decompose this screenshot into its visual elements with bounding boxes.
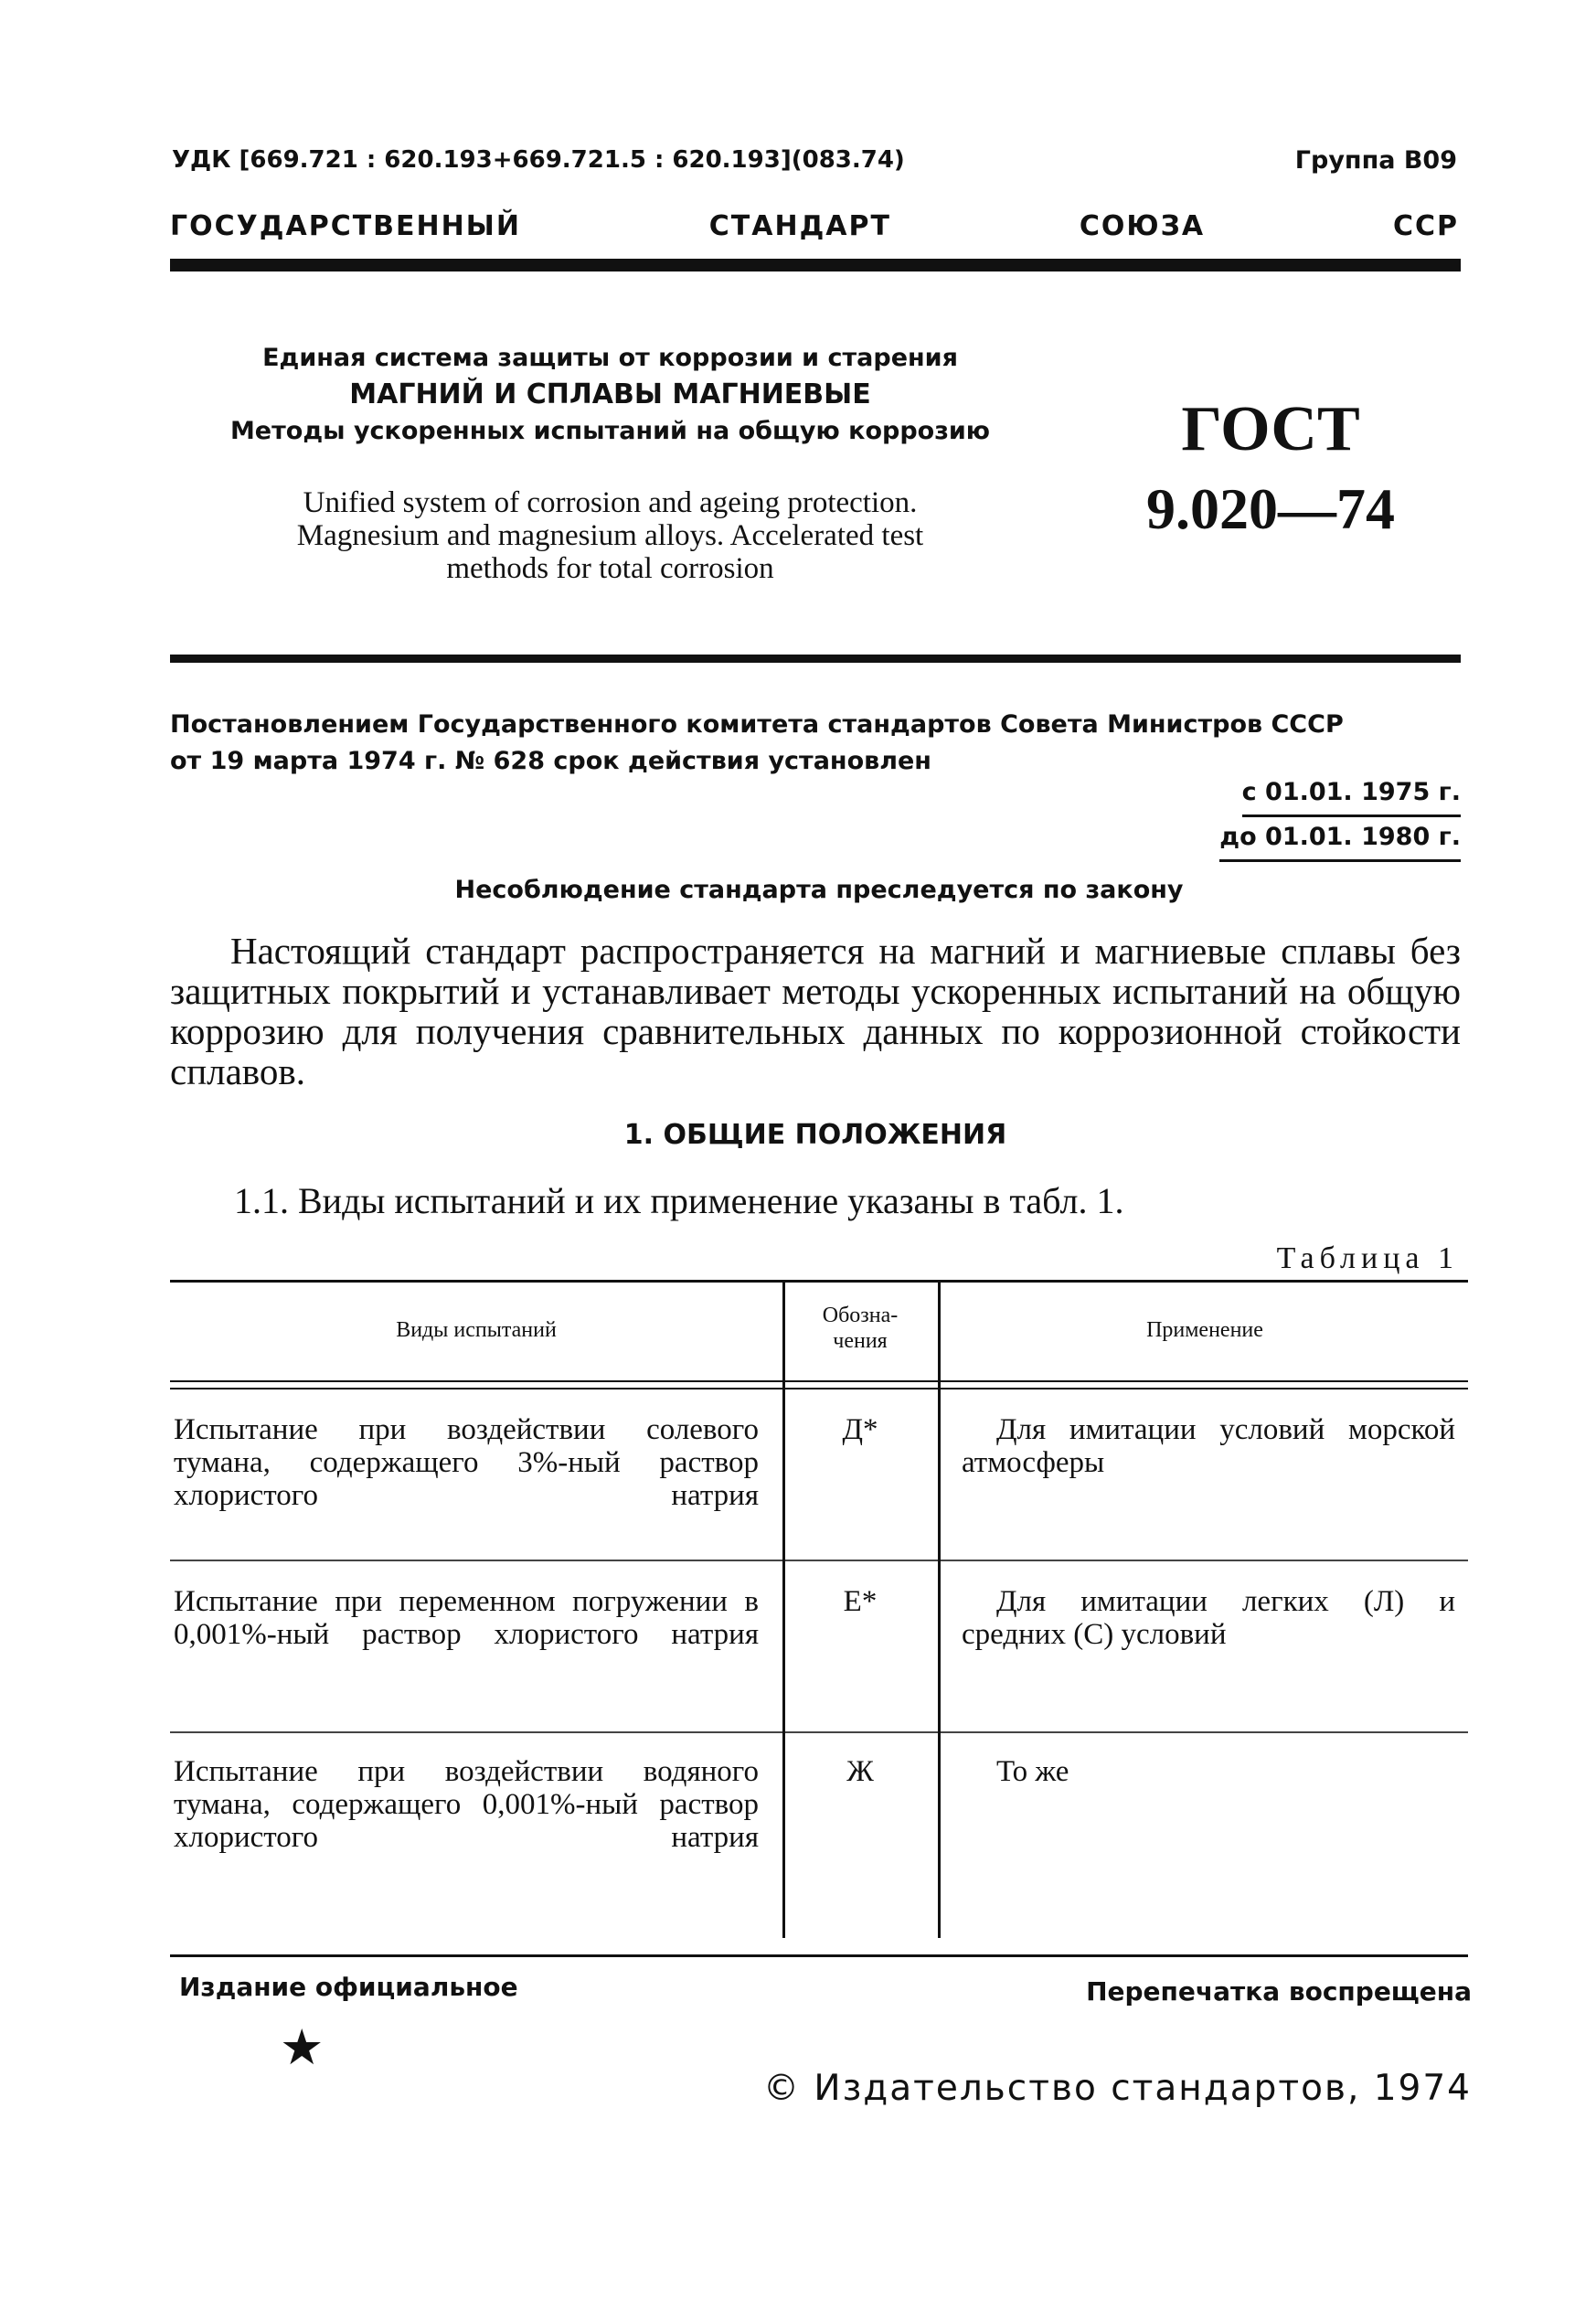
header-designation: Обозна-чения [822, 1304, 899, 1353]
paragraph-1-1: 1.1. Виды испытаний и их применение указаны в табл. 1. [234, 1180, 1124, 1221]
state-word-1: ГОСУДАРСТВЕННЫЙ [170, 210, 521, 242]
group-code: Группа В09 [1294, 146, 1457, 175]
title-main: МАГНИЙ И СПЛАВЫ МАГНИЕВЫЕ [349, 378, 871, 410]
row-3-designation: Ж [846, 1755, 874, 1788]
table-header-rule-2 [170, 1388, 1468, 1389]
table-caption: Таблица 1 [1276, 1241, 1459, 1275]
footer-rule [170, 1954, 1468, 1957]
header-application: Применение [1146, 1318, 1263, 1342]
title-methods: Методы ускоренных испытаний на общую коррозию [229, 417, 991, 445]
header-types: Виды испытаний [396, 1318, 557, 1342]
state-word-4: ССР [1392, 210, 1459, 242]
law-notice: Несоблюдение стандарта преследуется по закону [454, 876, 1184, 904]
table-row-rule-1 [170, 1560, 1468, 1561]
row-2-application: Для имитации легких (Л) и средних (С) условий [962, 1585, 1455, 1651]
gost-number: 9.020—74 [1146, 476, 1395, 541]
row-1-application: Для имитации условий морской атмосферы [962, 1413, 1455, 1479]
intro-paragraph: Настоящий стандарт распространяется на магний и магниевые сплавы без защитных покрытий и устанавливает методы ускоренных испытаний на общую коррозию для получения сравнительных данных по коррозионной стойкости сплавов. [170, 930, 1461, 1092]
gost-label: ГОСТ [1181, 394, 1360, 464]
table-row-rule-2 [170, 1731, 1468, 1733]
row-1-designation: Д* [842, 1413, 878, 1446]
decree-line-1: Постановлением Государственного комитета стандартов Совета Министров СССР [170, 710, 1344, 739]
star-icon: ★ [280, 2020, 325, 2075]
date-to: до 01.01. 1980 г. [1219, 817, 1461, 862]
validity-dates [1219, 772, 1461, 862]
english-line-2: Magnesium and magnesium alloys. Accelerated test [296, 519, 924, 552]
decree-line-2: от 19 марта 1974 г. № 628 срок действия установлен [170, 747, 931, 775]
title-rule [170, 655, 1461, 663]
publisher-copyright: © Издательство стандартов, 1974 [763, 2068, 1472, 2109]
table-column-rule-2 [938, 1280, 941, 1938]
english-line-1: Unified system of corrosion and ageing protection. [303, 486, 918, 519]
table-column-rule-1 [782, 1280, 785, 1938]
title-system: Единая система защиты от коррозии и старения [262, 344, 958, 372]
row-3-application: То же [996, 1755, 1069, 1788]
row-1-type: Испытание при воздействии солевого тумана, содержащего 3%-ный раствор хлористого натрия [174, 1413, 759, 1512]
official-edition: Издание официальное [179, 1972, 518, 2002]
row-2-designation: Е* [843, 1585, 878, 1618]
row-3-type: Испытание при воздействии водяного тумана, содержащего 0,001%-ный раствор хлористого натрия [174, 1755, 759, 1854]
decree-text [170, 707, 1468, 780]
header-rule [170, 259, 1461, 271]
date-from: с 01.01. 1975 г. [1242, 772, 1461, 817]
table-top-rule [170, 1280, 1468, 1283]
row-2-type: Испытание при переменном погружении в 0,001%-ный раствор хлористого натрия [174, 1585, 759, 1651]
state-word-2: СТАНДАРТ [708, 210, 891, 242]
title-block-english [197, 486, 1024, 585]
section-heading: 1. ОБЩИЕ ПОЛОЖЕНИЯ [623, 1119, 1007, 1151]
title-block-russian [197, 340, 1024, 450]
udk-code: УДК [669.721 : 620.193+669.721.5 : 620.193](083.74) [172, 146, 905, 174]
english-line-3: methods for total corrosion [446, 552, 774, 585]
reprint-prohibited: Перепечатка воспрещена [1086, 1976, 1472, 2007]
state-standard-line [170, 210, 1459, 242]
table-header-rule-1 [170, 1380, 1468, 1382]
state-word-3: СОЮЗА [1079, 210, 1206, 242]
